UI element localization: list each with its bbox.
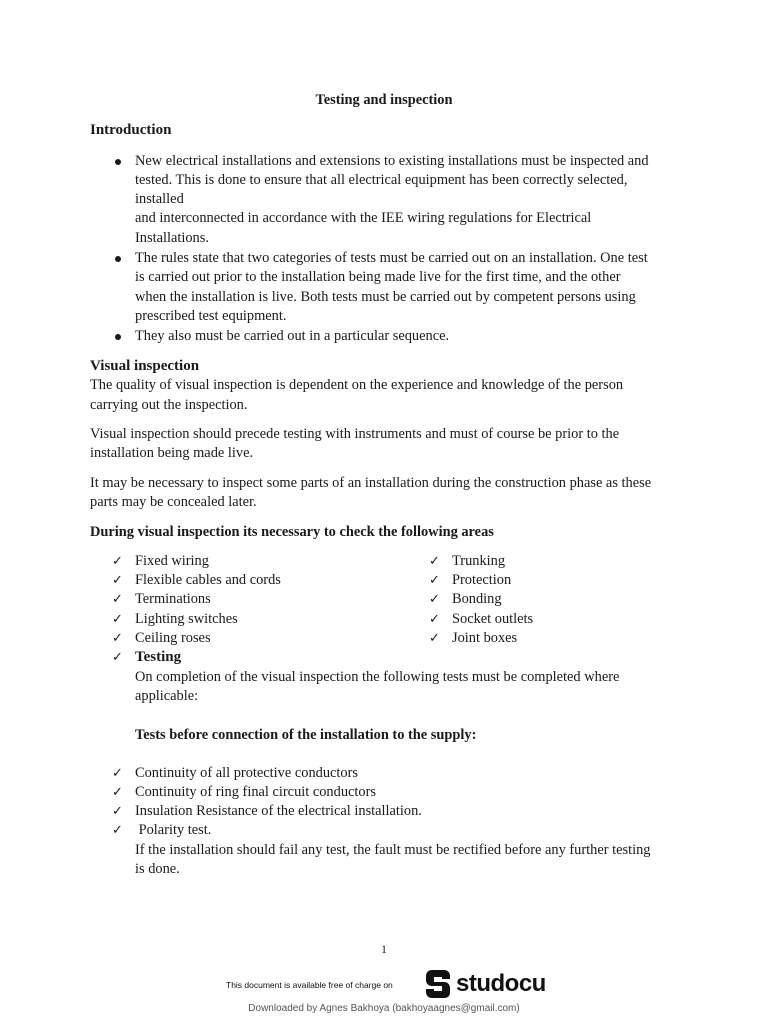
checkmark-icon: ✓ [112,766,123,781]
text-line: If the installation should fail any test, the fault must be rectified before any further testing [135,842,651,858]
text-line: and interconnected in accordance with the IEE wiring regulations for Electrical [135,210,592,226]
checkmark-icon: ✓ [429,612,440,627]
bullet-icon [115,256,121,262]
testing-heading: Testing [135,649,182,665]
text-line: tested. This is done to ensure that all electrical equipment has been correctly selected, [135,172,628,188]
intro-heading: Introduction [90,122,172,138]
area-item: Lighting switches [135,611,238,627]
checkmark-icon: ✓ [112,554,123,569]
text-line: It may be necessary to inspect some parts of an installation during the construction phase as these [90,475,652,491]
area-item: Joint boxes [452,630,518,646]
text-line: New electrical installations and extensions to existing installations must be inspected and [135,153,649,169]
checkmark-icon: ✓ [112,592,123,607]
text-line: applicable: [135,688,199,704]
checkmark-icon: ✓ [429,631,440,646]
text-line: Visual inspection should precede testing with instruments and must of course be prior to the [90,426,620,442]
studocu-logo-icon [424,968,452,1000]
text-line: prescribed test equipment. [135,308,287,324]
page-number: 1 [381,942,387,956]
studocu-logo[interactable] [424,968,546,1000]
area-item: Flexible cables and cords [135,572,281,588]
area-item: Ceiling roses [135,630,211,646]
checkmark-icon: ✓ [112,650,123,665]
text-line: installed [135,191,184,207]
document-title: Testing and inspection [315,92,453,108]
text-line: On completion of the visual inspection the following tests must be completed where [135,669,620,685]
area-item: Protection [452,572,512,588]
text-line: carrying out the inspection. [90,397,248,413]
text-line: when the installation is live. Both tests must be carried out by competent persons using [135,289,636,305]
text-line: is done. [135,861,180,877]
text-line: The rules state that two categories of tests must be carried out on an installation. One test [135,250,648,266]
checkmark-icon: ✓ [429,554,440,569]
areas-heading: During visual inspection its necessary to check the following areas [90,524,494,540]
text-line: The quality of visual inspection is dependent on the experience and knowledge of the person [90,377,624,393]
test-item: Insulation Resistance of the electrical installation. [135,803,422,819]
area-item: Trunking [452,553,506,569]
area-item: Terminations [135,591,211,607]
test-item: Polarity test. [135,822,212,838]
visual-heading: Visual inspection [90,358,200,374]
area-item: Fixed wiring [135,553,209,569]
checkmark-icon: ✓ [112,612,123,627]
text-line: installation being made live. [90,445,254,461]
checkmark-icon: ✓ [429,592,440,607]
checkmark-icon: ✓ [429,573,440,588]
test-item: Continuity of all protective conductors [135,765,359,781]
studocu-wordmark: studocu [456,970,546,997]
availability-note: This document is available free of charge on [226,980,393,990]
tests-subheading: Tests before connection of the installation to the supply: [135,727,477,743]
bullet-icon [115,334,121,340]
area-item: Socket outlets [452,611,534,627]
checkmark-icon: ✓ [112,823,123,838]
download-note: Downloaded by Agnes Bakhoya (bakhoyaagnes@gmail.com) [248,1003,520,1014]
area-item: Bonding [452,591,502,607]
text-line: They also must be carried out in a particular sequence. [135,328,450,344]
test-item: Continuity of ring final circuit conductors [135,784,376,800]
bullet-icon [115,159,121,165]
text-line: parts may be concealed later. [90,494,257,510]
text-line: is carried out prior to the installation being made live for the first time, and the other [135,269,621,285]
checkmark-icon: ✓ [112,804,123,819]
checkmark-icon: ✓ [112,631,123,646]
text-line: Installations. [135,230,209,246]
checkmark-icon: ✓ [112,785,123,800]
checkmark-icon: ✓ [112,573,123,588]
